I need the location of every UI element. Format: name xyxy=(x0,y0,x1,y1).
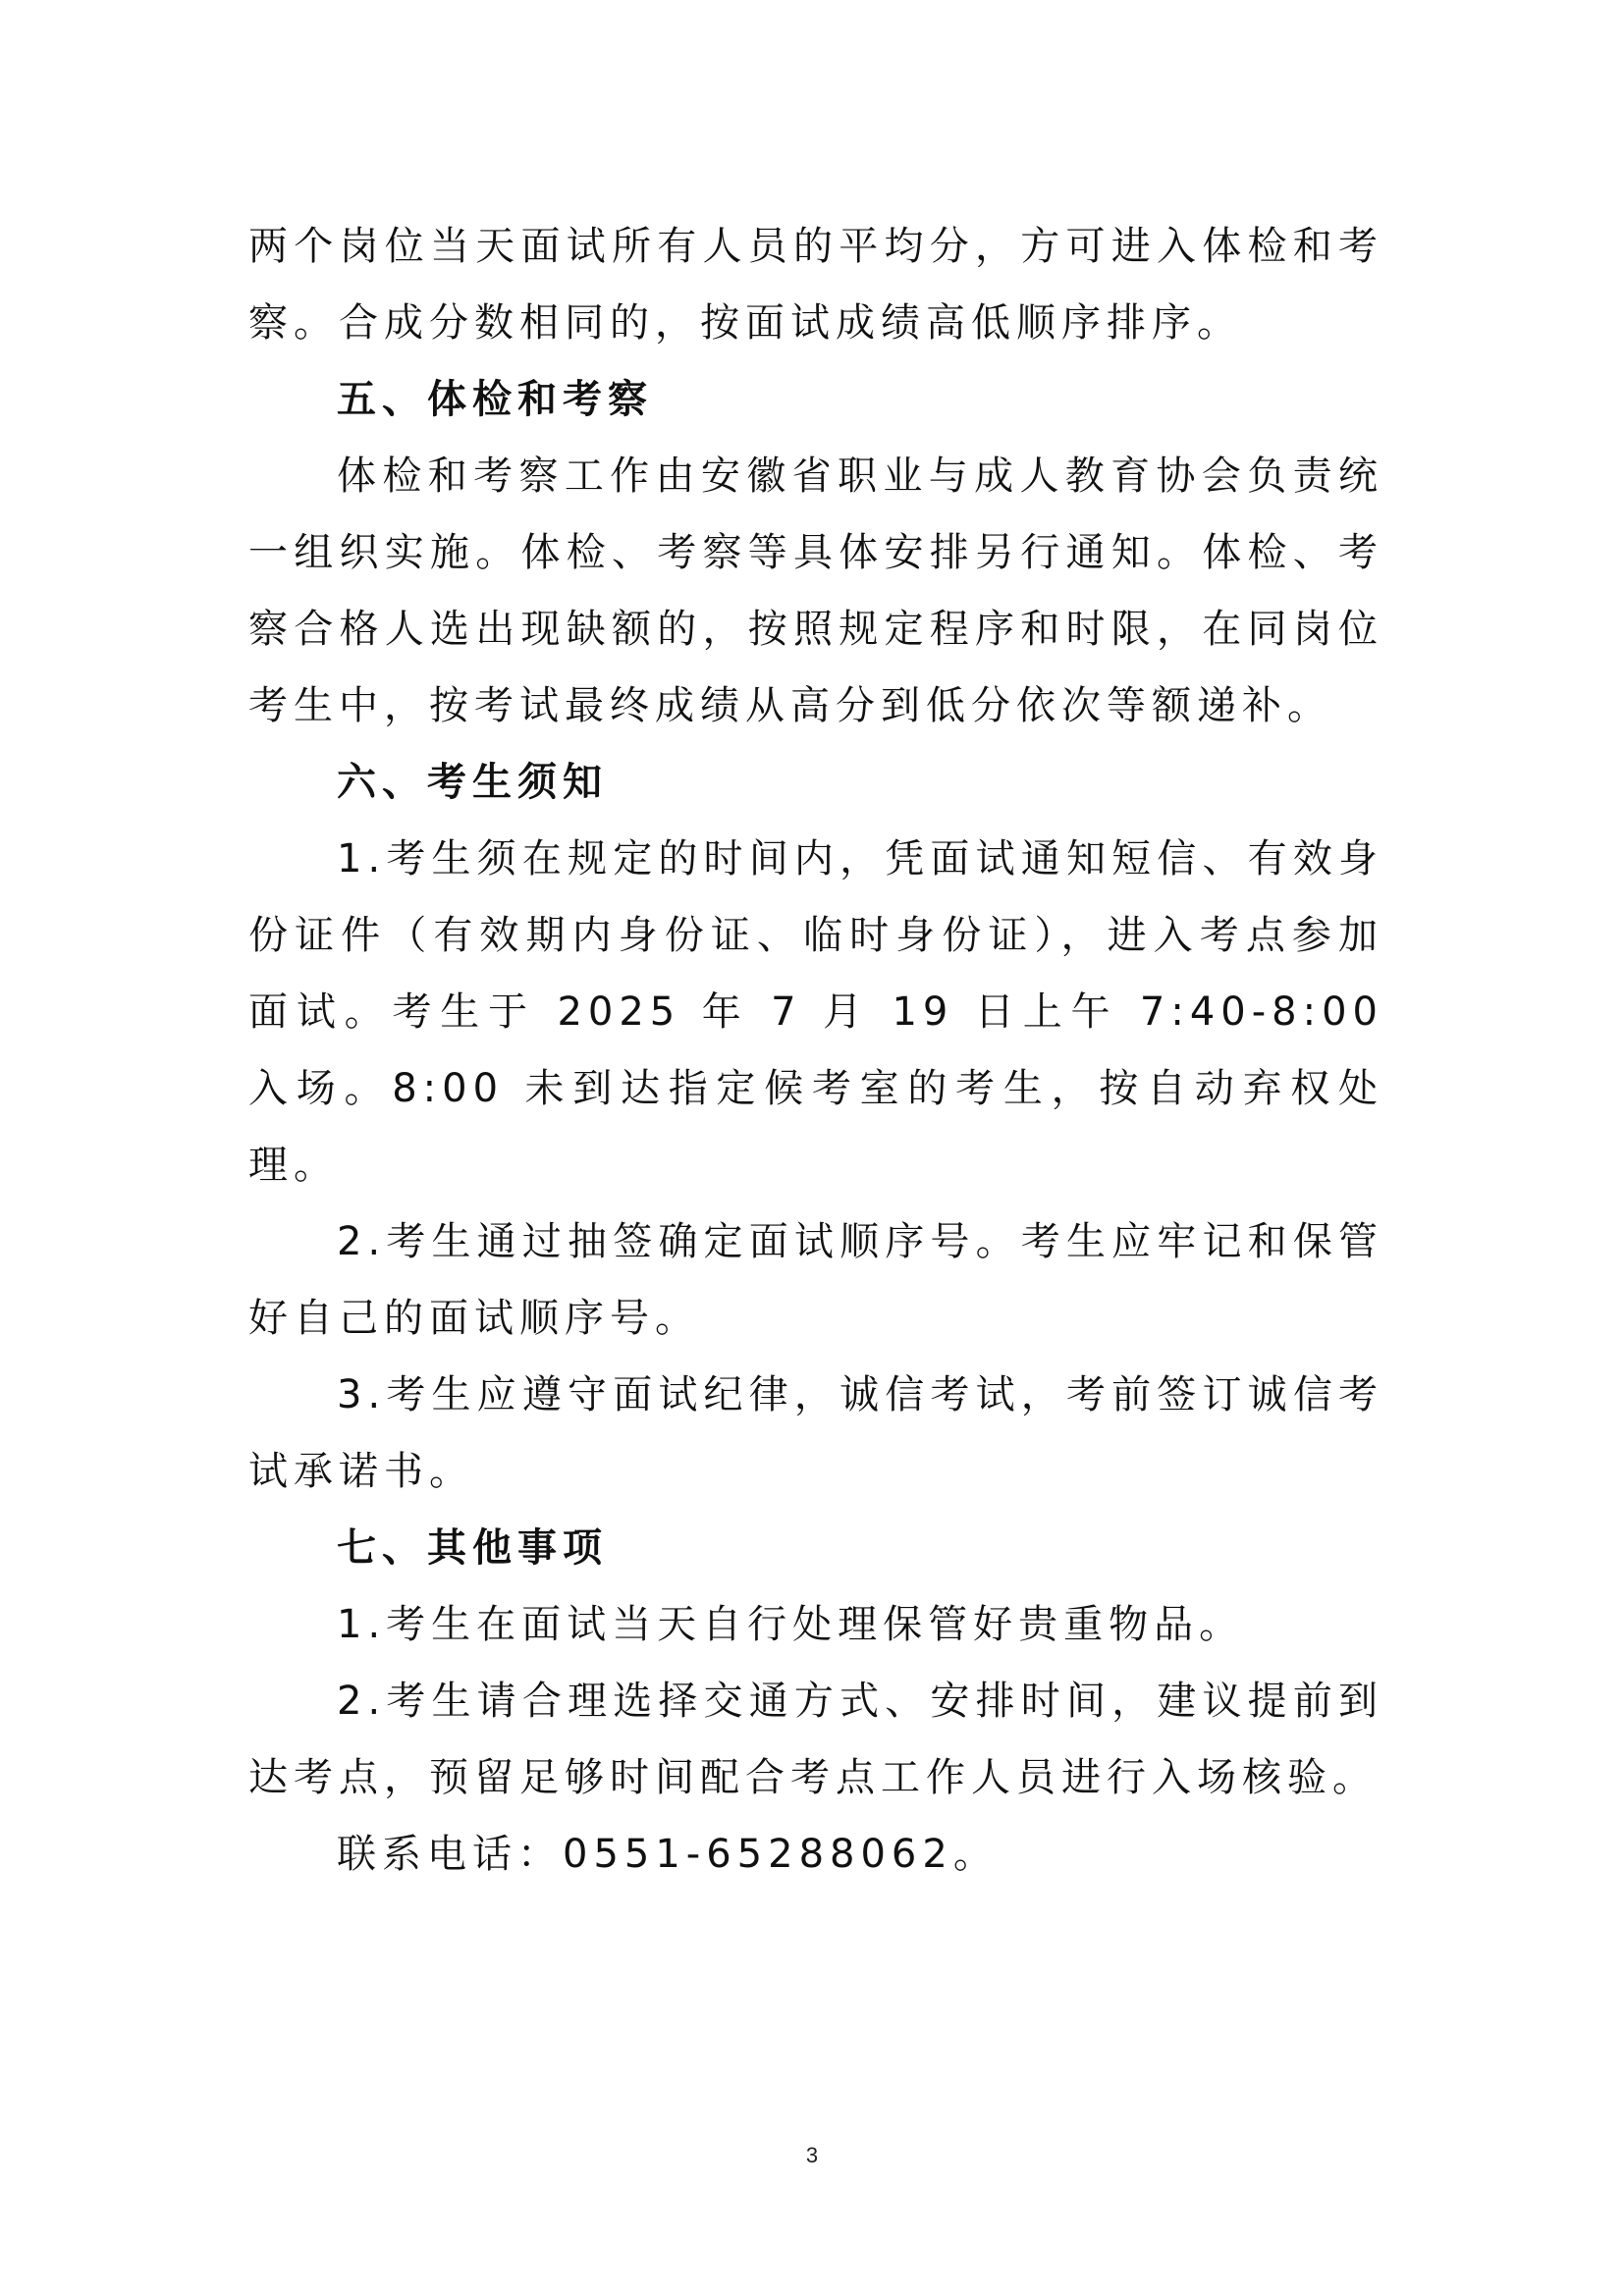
paragraph-notice-3: 3.考生应遵守面试纪律，诚信考试，考前签订诚信考试承诺书。 xyxy=(248,1372,1383,1494)
paragraph-score-continuation: 两个岗位当天面试所有人员的平均分，方可进入体检和考察。合成分数相同的，按面试成绩高低顺序排序。 xyxy=(248,224,1383,346)
paragraph-notice-1: 1.考生须在规定的时间内，凭面试通知短信、有效身份证件（有效期内身份证、临时身份证），进入考点参加面试。考生于 2025 年 7 月 19 日上午 7:40-8:00 入场。8:00 未到达指定候考室的考生，按自动弃权处理。 xyxy=(248,836,1383,1188)
paragraph-contact-phone: 联系电话：0551-65288062。 xyxy=(337,1832,999,1877)
paragraph-other-1: 1.考生在面试当天自行处理保管好贵重物品。 xyxy=(337,1602,1245,1647)
section-heading-5: 五、体检和考察 xyxy=(337,377,653,422)
paragraph-other-2: 2.考生请合理选择交通方式、安排时间，建议提前到达考点，预留足够时间配合考点工作人员进行入场核验。 xyxy=(248,1679,1383,1800)
document-body xyxy=(248,208,1383,1893)
section-heading-6: 六、考生须知 xyxy=(337,760,608,805)
paragraph-notice-2: 2.考生通过抽签确定面试顺序号。考生应牢记和保管好自己的面试顺序号。 xyxy=(248,1219,1383,1341)
section-heading-7: 七、其他事项 xyxy=(337,1525,608,1571)
page-number: 3 xyxy=(805,2143,819,2167)
paragraph-physical-exam: 体检和考察工作由安徽省职业与成人教育协会负责统一组织实施。体检、考察等具体安排另行通知。体检、考察合格人选出现缺额的，按照规定程序和时限，在同岗位考生中，按考试最终成绩从高分到低分依次等额递补。 xyxy=(248,454,1383,728)
